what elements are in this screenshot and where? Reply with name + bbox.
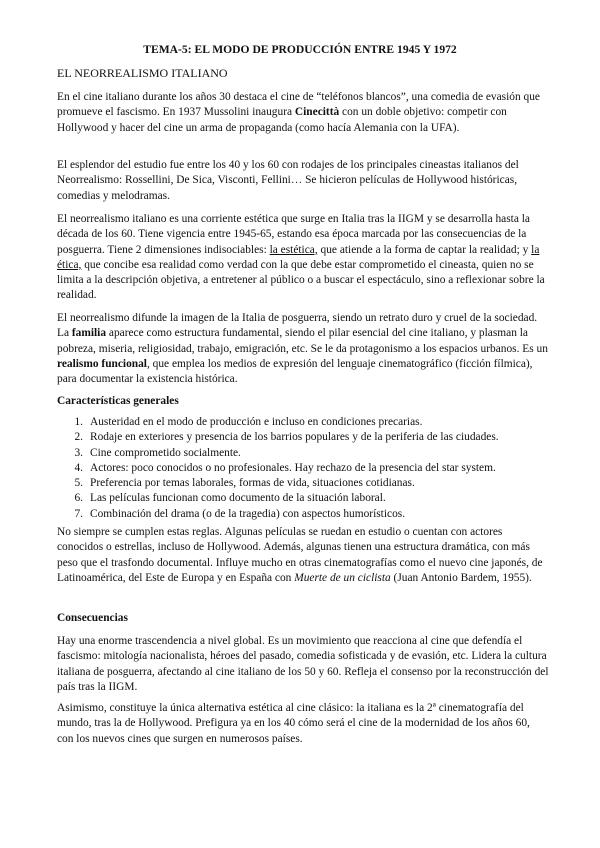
paragraph-text: aparece como estructura fundamental, siendo el pilar esencial del cine italiano, y plasman la pobreza, miseria, religiosidad, trabajo, emigración, etc. Se le da protagonismo a los espacios urbanos. Es un — [57, 327, 548, 355]
document-title: TEMA-5: EL MODO DE PRODUCCIÓN ENTRE 1945 Y 1972 — [143, 43, 457, 56]
underlined-term-ethic: la ética, — [57, 243, 540, 271]
paragraph-aesthetic-alternative: Asimismo, constituye la única alternativa estética al cine clásico: la italiana es la 2ª cinematografía del mundo, tras la de Hollywood. Prefigura ya en los 40 cómo será el cine de la modernidad de los años 60, con los nuevos cines que surgen en numerosos países. — [57, 702, 530, 745]
film-title-italic: Muerte de un ciclista — [294, 571, 391, 584]
paragraph-postwar-image — [57, 311, 549, 387]
list-item-number: 1. — [74, 416, 83, 428]
paragraph-global-impact: Hay una enorme trascendencia a nivel global. Es un movimiento que reacciona al cine que defendía el fascismo: mitología nacionalista, héroes del pasado, comedia sofisticada y de evasión, etc. Lidera la cultura italiana de posguerra, afectando al cine italiano de los 50 y 60. Refleja el consenso por la reconstrucción del país tras la IIGM. — [57, 635, 549, 693]
paragraph-neorealism-definition — [57, 212, 549, 304]
paragraph-text: En el cine italiano durante los años 30 destaca el cine de “teléfonos blancos”, una comedia de evasión que promueve el fascismo. En 1937 Mussolini inaugura — [57, 91, 540, 119]
list-item — [57, 446, 549, 461]
list-item-text: Austeridad en el modo de producción e incluso en condiciones precarias. — [90, 416, 423, 428]
list-item — [57, 461, 549, 476]
paragraph-text: No siempre se cumplen estas reglas. Algunas películas se ruedan en estudio o cuentan con actores conocidos o estrellas, incluso de Hollywood. Además, algunas tienen una estructura dramática, con más peso que el trasfondo documental. Influye mucho en otras cinematografías como el nuevo cine japonés, de Latinoamérica, del Este de Europa y en España con — [57, 526, 543, 584]
paragraph-text: , que emplea los medios de expresión del lenguaje cinematográfico (ficción fílmica), para documentar la existencia histórica. — [57, 357, 533, 386]
paragraph-studio-splendor: El esplendor del estudio fue entre los 40 y los 60 con rodajes de los principales cineastas italianos del Neorrealismo: Rossellini, De Sica, Visconti, Fellini… Se hicieron películas de Hollywood históricas, comedias y melodramas. — [57, 159, 519, 202]
bold-term-functional-realism: realismo funcional — [57, 357, 147, 370]
list-item-number: 4. — [74, 461, 83, 474]
bold-term-family: familia — [71, 327, 107, 340]
list-item — [57, 430, 549, 445]
subheading-characteristics: Características generales — [57, 395, 179, 407]
list-item — [57, 491, 549, 506]
list-item — [57, 476, 549, 491]
list-item-text: Preferencia por temas laborales, formas de vida, situaciones cotidianas. — [90, 477, 415, 490]
paragraph-text: (Juan Antonio Bardem, 1955). — [390, 571, 532, 584]
paragraph-text: con un doble objetivo: competir con Hollywood y hacer del cine un arma de propaganda (como hacía Alemania con la UFA). — [57, 106, 507, 134]
list-item — [57, 507, 549, 522]
list-item-text: Las películas funcionan como documento de la situación laboral. — [90, 492, 386, 505]
paragraph-text: que atiende a la forma de captar la realidad; y — [317, 243, 532, 256]
list-item-number: 5. — [74, 477, 83, 490]
list-item-text: Rodaje en exteriores y presencia de los barrios populares y de la periferia de las ciudades. — [90, 431, 499, 444]
section-heading: EL NEORREALISMO ITALIANO — [57, 66, 228, 80]
paragraph-intro-fascism — [57, 90, 549, 136]
bold-term-cinecitta: Cinecittà — [294, 106, 340, 119]
paragraph-text: que concibe esa realidad como verdad con la que debe estar comprometido el cineasta, quien no se limita a la descripción objetiva, a entretener al público o a buscar el espectáculo, sino a reflexionar sobre la realidad. — [57, 258, 545, 302]
list-item-text: Actores: poco conocidos o no profesionales. Hay rechazo de la presencia del star system. — [90, 461, 496, 474]
paragraph-text: El neorrealismo italiano es una corriente estética que surge en Italia tras la IIGM y se desarrolla hasta la década de los 60. Tiene vigencia entre 1945-65, estando esa época marcada por las consecuencias de la posguerra. Tiene 2 dimensiones indisociables: — [57, 213, 530, 256]
list-item-number: 6. — [74, 492, 83, 505]
paragraph-exceptions — [57, 525, 549, 586]
list-item — [57, 415, 549, 430]
list-item-number: 2. — [74, 431, 83, 444]
list-item-text: Combinación del drama (o de la tragedia) con aspectos humorísticos. — [90, 507, 406, 520]
list-item-text: Cine comprometido socialmente. — [90, 446, 241, 459]
characteristics-list — [57, 415, 549, 522]
list-item-number: 7. — [74, 507, 83, 520]
list-item-number: 3. — [74, 446, 83, 459]
underlined-term-aesthetic: la estética, — [269, 243, 318, 256]
subheading-consequences: Consecuencias — [57, 612, 128, 624]
paragraph-text: El neorrealismo difunde la imagen de la Italia de posguerra, siendo un retrato duro y cruel de la sociedad. La — [57, 312, 538, 340]
